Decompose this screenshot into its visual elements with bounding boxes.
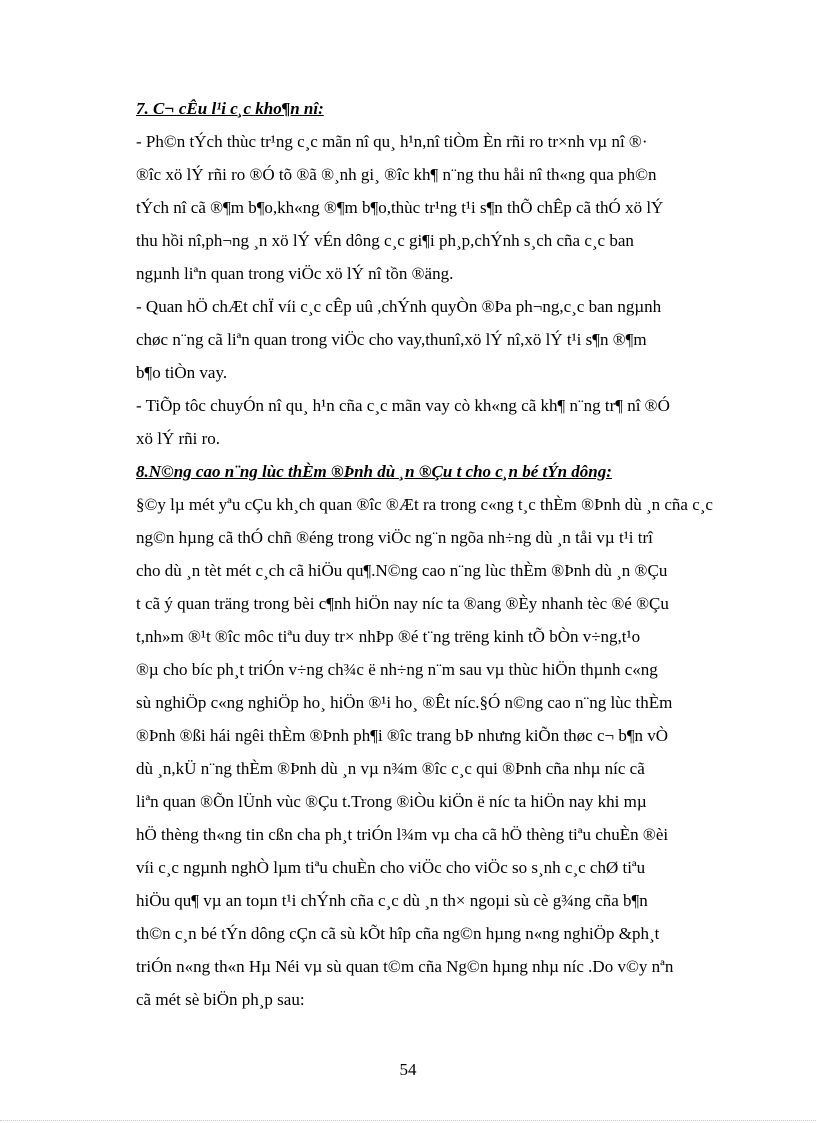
text-line: th©n c¸n bé tÝn dông cÇn cã sù kÕt hîp cña ng©n hµng n«ng nghiÖp &ph¸t: [136, 924, 660, 943]
text-line: xö lÝ rñi ro.: [136, 429, 221, 448]
text-line: víi c¸c ngµnh nghÒ lµm tiªu chuÈn cho viÖc cho viÖc so s¸nh c¸c chØ tiªu: [136, 858, 646, 877]
page-number: 54: [399, 1060, 417, 1079]
text-line: - Ph©n tÝch thùc tr¹ng c¸c mãn nî qu¸ h¹n,nî tiÒm Èn rñi ro tr×nh vµ nî ®·: [136, 132, 648, 151]
page-bottom-divider: [0, 1120, 816, 1121]
text-line: - TiÕp tôc chuyÓn nî qu¸ h¹n cña c¸c mãn vay cò kh«ng cã kh¶ n¨ng tr¶ nî ®Ó: [136, 396, 670, 415]
text-line: chøc n¨ng cã liªn quan trong viÖc cho vay,thunî,xö lÝ nî,xö lÝ t¹i s¶n ®¶m: [136, 330, 647, 349]
text-line: cho dù ¸n tèt mét c¸ch cã hiÖu qu¶.N©ng cao n¨ng lùc thÈm ®Þnh dù ¸n ®Çu: [136, 561, 668, 580]
text-line: ng©n hµng cã thÓ chñ ®éng trong viÖc ng¨n ngõa nh÷ng dù ¸n tåi vµ t¹i trî: [136, 528, 653, 547]
text-line: ®Þnh ®ßi hái ngêi thÈm ®Þnh ph¶i ®îc trang bÞ nhưng kiÕn thøc c¬ b¶n vÒ: [136, 726, 669, 745]
text-line: ngµnh liªn quan trong viÖc xö lÝ nî tồn ®äng.: [136, 264, 454, 283]
text-line: hiÖu qu¶ vµ an toµn t¹i chÝnh cña c¸c dù ¸n th× ngoµi sù cè g¾ng cña b¶n: [136, 891, 648, 910]
text-line: triÓn n«ng th«n Hµ Néi vµ sù quan t©m cña Ng©n hµng nhµ níc .Do v©y nªn: [136, 957, 674, 976]
text-line: §©y lµ mét yªu cÇu kh¸ch quan ®îc ®Æt ra trong c«ng t¸c thÈm ®Þnh dù ¸n cña c¸c: [136, 495, 713, 514]
page-content: [136, 92, 756, 1016]
section-8-body: [136, 488, 756, 1016]
text-line: thu hồi nî,ph¬ng ¸n xö lÝ vÉn dông c¸c gi¶i ph¸p,chÝnh s¸ch cña c¸c ban: [136, 231, 634, 250]
text-line: dù ¸n,kÜ n¨ng thÈm ®Þnh dù ¸n vµ n¾m ®îc c¸c qui ®Þnh cña nhµ níc cã: [136, 759, 645, 778]
section-7-body: [136, 125, 756, 455]
text-line: tÝch nî cã ®¶m b¶o,kh«ng ®¶m b¶o,thùc tr¹ng t¹i s¶n thÕ chÊp cã thÓ xö lÝ: [136, 198, 664, 217]
section-7-heading: 7. C¬ cÊu l¹i c¸c kho¶n nî:: [136, 99, 324, 118]
text-line: t,nh»m ®¹t ®îc môc tiªu duy tr× nhÞp ®é t¨ng trëng kinh tÕ bÒn v÷ng,t¹o: [136, 627, 641, 646]
text-line: liªn quan ®Õn lÜnh vùc ®Çu t.Trong ®iÒu kiÖn ë níc ta hiÖn nay khi mµ: [136, 792, 647, 811]
section-8-heading: 8.N©ng cao n¨ng lùc thÈm ®Þnh dù ¸n ®Çu t cho c¸n bé tÝn dông:: [136, 462, 612, 481]
text-line: ®µ cho bíc ph¸t triÓn v÷ng ch¾c ë nh÷ng n¨m sau vµ thùc hiÖn thµnh c«ng: [136, 660, 658, 679]
text-line: hÖ thèng th«ng tin cßn cha ph¸t triÓn l¾m vµ cha cã hÖ thèng tiªu chuÈn ®èi: [136, 825, 669, 844]
text-line: b¶o tiÒn vay.: [136, 363, 228, 382]
text-line: - Quan hÖ chÆt chÏ víi c¸c cÊp uû ,chÝnh quyÒn ®Þa ph¬ng,c¸c ban ngµnh: [136, 297, 662, 316]
text-line: sù nghiÖp c«ng nghiÖp ho¸ hiÖn ®¹i ho¸ ®Êt níc.§Ó n©ng cao n¨ng lùc thÈm: [136, 693, 673, 712]
text-line: t cã ý quan träng trong bèi c¶nh hiÖn nay níc ta ®ang ®Èy nhanh tèc ®é ®Çu: [136, 594, 669, 613]
text-line: cã mét sè biÖn ph¸p sau:: [136, 990, 305, 1009]
text-line: ®îc xö lÝ rñi ro ®Ó tõ ®ã ®¸nh gi¸ ®îc kh¶ n¨ng thu håi nî th«ng qua ph©n: [136, 165, 657, 184]
